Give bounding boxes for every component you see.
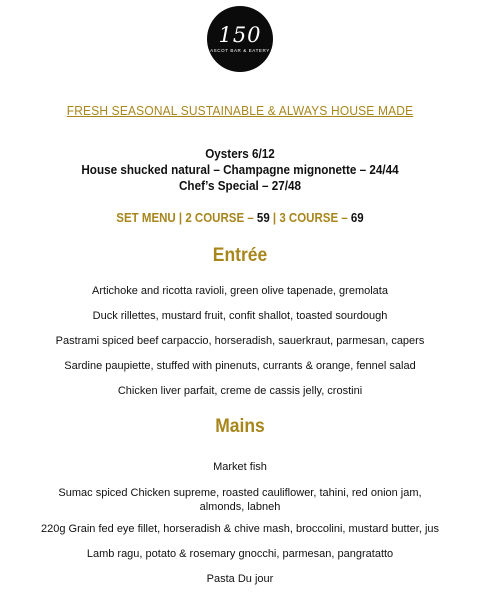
entree-item: Sardine paupiette, stuffed with pinenuts, currants & orange, fennel salad: [64, 360, 416, 372]
menu-tagline: FRESH SEASONAL SUSTAINABLE & ALWAYS HOUSE MADE: [66, 103, 414, 118]
entree-item: Pastrami spiced beef carpaccio, horseradish, sauerkraut, parmesan, capers: [55, 335, 425, 347]
oysters-natural: House shucked natural – Champagne mignonette – 24/44: [81, 162, 399, 177]
logo-number: 150: [218, 23, 262, 47]
entree-heading: Entrée: [212, 245, 268, 266]
oysters-chefs-special: Chef’s Special – 27/48: [178, 178, 302, 193]
restaurant-logo: [207, 6, 273, 72]
mains-item: Market fish: [213, 461, 267, 473]
mains-item: Sumac spiced Chicken supreme, roasted cauliflower, tahini, red onion jam,: [58, 487, 422, 499]
entree-item: Artichoke and ricotta ravioli, green olive tapenade, gremolata: [92, 285, 388, 297]
mains-heading: Mains: [215, 416, 265, 437]
logo-subtitle: ASCOT BAR & EATERY: [210, 48, 270, 53]
set-menu-price-2-course: 59: [256, 211, 270, 225]
set-menu-price-3-course: 69: [350, 211, 364, 225]
mains-item: 220g Grain fed eye fillet, horseradish & chive mash, broccolini, mustard butter, jus: [40, 523, 440, 535]
set-menu-pricing: [19, 211, 461, 225]
mains-item: Pasta Du jour: [206, 573, 274, 585]
mains-item: Lamb ragu, potato & rosemary gnocchi, parmesan, pangratatto: [86, 548, 394, 560]
set-menu-prefix: SET MENU | 2 COURSE –: [116, 211, 257, 225]
mains-item-continued: almonds, labneh: [199, 501, 281, 513]
set-menu-middle: | 3 COURSE –: [269, 211, 351, 225]
oysters-title: Oysters 6/12: [205, 146, 275, 161]
entree-item: Duck rillettes, mustard fruit, confit shallot, toasted sourdough: [92, 310, 388, 322]
entree-item: Chicken liver parfait, creme de cassis jelly, crostini: [117, 385, 363, 397]
